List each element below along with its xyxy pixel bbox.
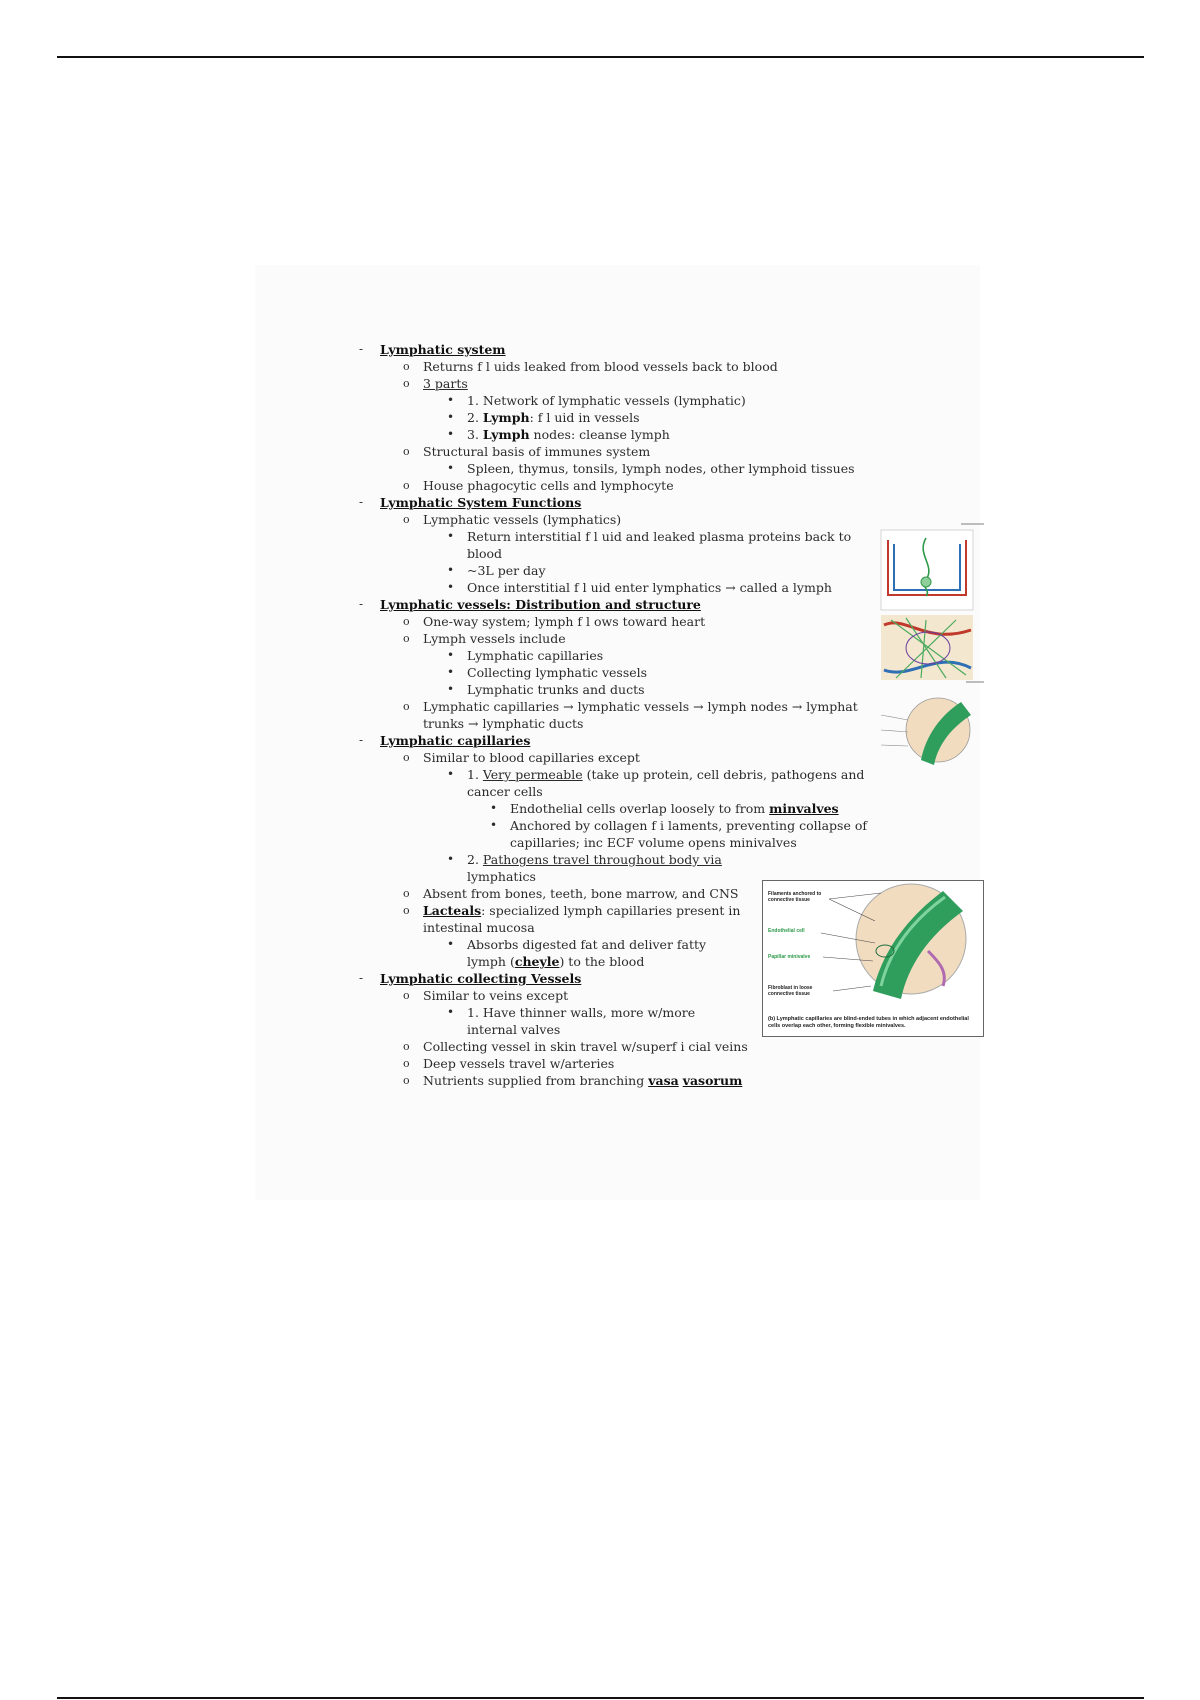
- outline-item: [355, 528, 875, 545]
- section-heading: [355, 341, 875, 358]
- outline-text: 3.: [467, 427, 483, 442]
- outline-text: ~3L per day: [467, 563, 546, 578]
- outline-item: [355, 477, 875, 494]
- outline-text: House phagocytic cells and lymphocyte: [423, 478, 674, 493]
- bullet-marker: o: [403, 904, 410, 917]
- bullet-marker: o: [403, 513, 410, 526]
- label-endothelial: Endothelial cell: [768, 928, 805, 934]
- bullet-marker: -: [359, 342, 364, 356]
- outline-item: [355, 1038, 875, 1055]
- outline-text: 1.: [467, 767, 483, 782]
- outline-item: [355, 698, 875, 715]
- capillary-closeup-small: [881, 698, 971, 765]
- bullet-marker: •: [447, 1005, 455, 1019]
- outline-item: [355, 851, 875, 868]
- outline-text: blood: [467, 546, 503, 561]
- outline-text: Return interstitial f l uid and leaked plasma proteins back to: [467, 529, 852, 544]
- outline-text: lymph (: [467, 954, 515, 969]
- outline-text: vasorum: [682, 1073, 743, 1088]
- outline-text: 3 parts: [423, 376, 468, 391]
- bullet-marker: •: [447, 767, 455, 781]
- outline-text: Lacteals: [423, 903, 482, 918]
- outline-text: Deep vessels travel w/arteries: [423, 1056, 615, 1071]
- bullet-marker: o: [403, 1057, 410, 1070]
- outline-item: [355, 800, 875, 817]
- outline-item: [355, 681, 875, 698]
- lymphatic-overview-figure: [876, 520, 986, 780]
- bullet-marker: -: [359, 733, 364, 747]
- outline-text: Once interstitial f l uid enter lymphatics → called a lymph: [467, 580, 832, 595]
- outline-text: Nutrients supplied from branching: [423, 1073, 649, 1088]
- outline-item: [355, 817, 875, 834]
- outline-text: vasa: [648, 1073, 679, 1088]
- bullet-marker: o: [403, 445, 410, 458]
- outline-text: Similar to veins except: [423, 988, 569, 1003]
- outline-item: [355, 630, 875, 647]
- outline-text: 2.: [467, 410, 483, 425]
- bullet-marker: •: [447, 393, 455, 407]
- outline-text: Lymphatic collecting Vessels: [380, 971, 582, 986]
- outline-text: 1. Have thinner walls, more w/more: [467, 1005, 696, 1020]
- bullet-marker: •: [447, 648, 455, 662]
- bullet-marker: •: [447, 563, 455, 577]
- outline-item: [355, 392, 875, 409]
- bullet-marker: o: [403, 615, 410, 628]
- bullet-marker: -: [359, 971, 364, 985]
- top-rule: [57, 56, 1144, 58]
- bottom-rule: [57, 1697, 1144, 1699]
- outline-text: 1. Network of lymphatic vessels (lymphatic): [467, 393, 746, 408]
- outline-text: Endothelial cells overlap loosely to from: [510, 801, 770, 816]
- outline-text: Lymphatic capillaries: [467, 648, 604, 663]
- outline-text: Lymphatic system: [380, 342, 506, 357]
- bullet-marker: •: [447, 427, 455, 441]
- outline-text: internal valves: [467, 1022, 561, 1037]
- outline-item: [355, 545, 875, 562]
- outline-text: Pathogens travel throughout body via: [482, 852, 722, 867]
- outline-text: Absorbs digested fat and deliver fatty: [467, 937, 707, 952]
- outline-text: 2.: [467, 852, 483, 867]
- outline-item: [355, 715, 875, 732]
- outline-item: [355, 511, 875, 528]
- bullet-marker: o: [403, 377, 410, 390]
- outline-text: Spleen, thymus, tonsils, lymph nodes, other lymphoid tissues: [467, 461, 855, 476]
- outline-item: [355, 460, 875, 477]
- bullet-marker: •: [447, 665, 455, 679]
- outline-text: Returns f l uids leaked from blood vessels back to blood: [423, 359, 778, 374]
- bullet-marker: •: [447, 461, 455, 475]
- outline-text: Lymph vessels include: [423, 631, 566, 646]
- bullet-marker: -: [359, 495, 364, 509]
- outline-text: cheyle: [514, 954, 560, 969]
- outline-text: Lymphatic capillaries: [380, 733, 531, 748]
- outline-item: [355, 766, 875, 783]
- figure-caption: (b) Lymphatic capillaries are blind-ended tubes in which adjacent endothelial cells overlap each other, forming flexible minivalves.: [768, 1016, 969, 1029]
- outline-item: [355, 358, 875, 375]
- section-heading: [355, 494, 875, 511]
- lymphatic-capillary-figure: [762, 880, 984, 1037]
- bullet-marker: -: [359, 597, 364, 611]
- outline-item: [355, 409, 875, 426]
- outline-text: nodes: cleanse lymph: [529, 427, 670, 442]
- bullet-marker: o: [403, 1074, 410, 1087]
- bullet-marker: o: [403, 887, 410, 900]
- outline-text: trunks → lymphatic ducts: [423, 716, 584, 731]
- capillary-bed-diagram: [881, 615, 984, 682]
- outline-item: [355, 1072, 875, 1089]
- bullet-marker: •: [447, 529, 455, 543]
- outline-text: Lymph: [482, 410, 530, 425]
- outline-text: Lymphatic System Functions: [380, 495, 582, 510]
- outline-text: Lymphatic vessels (lymphatics): [423, 512, 622, 527]
- outline-item: [355, 426, 875, 443]
- outline-text: Similar to blood capillaries except: [423, 750, 640, 765]
- outline-text: (take up protein, cell debris, pathogens and: [582, 767, 865, 782]
- outline-text: One-way system; lymph f l ows toward heart: [423, 614, 706, 629]
- outline-item: [355, 664, 875, 681]
- bullet-marker: •: [447, 937, 455, 951]
- outline-item: [355, 579, 875, 596]
- bullet-marker: o: [403, 632, 410, 645]
- bullet-marker: •: [490, 818, 498, 832]
- bullet-marker: o: [403, 479, 410, 492]
- outline-text: Lymph: [482, 427, 530, 442]
- outline-text: Structural basis of immunes system: [423, 444, 651, 459]
- label-filaments: Filaments anchored to connective tissue: [768, 891, 822, 903]
- outline-text: lymphatics: [467, 869, 536, 884]
- outline-text: : specialized lymph capillaries present in: [481, 903, 741, 918]
- outline-text: Collecting lymphatic vessels: [467, 665, 648, 680]
- outline-text: : f l uid in vessels: [529, 410, 640, 425]
- outline-item: [355, 783, 875, 800]
- bullet-marker: •: [447, 410, 455, 424]
- bullet-marker: o: [403, 1040, 410, 1053]
- bullet-marker: •: [447, 580, 455, 594]
- outline-text: capillaries; inc ECF volume opens minivalves: [510, 835, 797, 850]
- outline-text: Lymphatic vessels: Distribution and structure: [380, 597, 701, 612]
- section-heading: [355, 732, 875, 749]
- label-minivalve: Papillar minivalve: [768, 954, 811, 960]
- bullet-marker: o: [403, 989, 410, 1002]
- outline-text: cancer cells: [467, 784, 543, 799]
- outline-item: [355, 834, 875, 851]
- outline-item: [355, 375, 875, 392]
- outline-text: Collecting vessel in skin travel w/superf i cial veins: [423, 1039, 748, 1054]
- outline-text: Absent from bones, teeth, bone marrow, and CNS: [423, 886, 739, 901]
- bullet-marker: o: [403, 751, 410, 764]
- section-heading: [355, 596, 875, 613]
- outline-text: ) to the blood: [559, 954, 645, 969]
- outline-item: [355, 749, 875, 766]
- outline-item: [355, 613, 875, 630]
- bullet-marker: o: [403, 360, 410, 373]
- label-fibroblast: Fibroblast in loose connective tissue: [768, 985, 813, 997]
- outline-text: Anchored by collagen f i laments, preventing collapse of: [510, 818, 867, 833]
- outline-text: minvalves: [769, 801, 839, 816]
- bullet-marker: •: [490, 801, 498, 815]
- outline-text: Very permeable: [482, 767, 583, 782]
- outline-item: [355, 443, 875, 460]
- outline-text: Lymphatic capillaries → lymphatic vessels → lymph nodes → lymphat: [423, 699, 858, 714]
- outline-item: [355, 647, 875, 664]
- circulation-diagram: [881, 524, 984, 610]
- bullet-marker: •: [447, 682, 455, 696]
- bullet-marker: •: [447, 852, 455, 866]
- outline-text: intestinal mucosa: [423, 920, 535, 935]
- outline-text: Lymphatic trunks and ducts: [467, 682, 645, 697]
- outline-item: [355, 1055, 875, 1072]
- bullet-marker: o: [403, 700, 410, 713]
- outline-item: [355, 562, 875, 579]
